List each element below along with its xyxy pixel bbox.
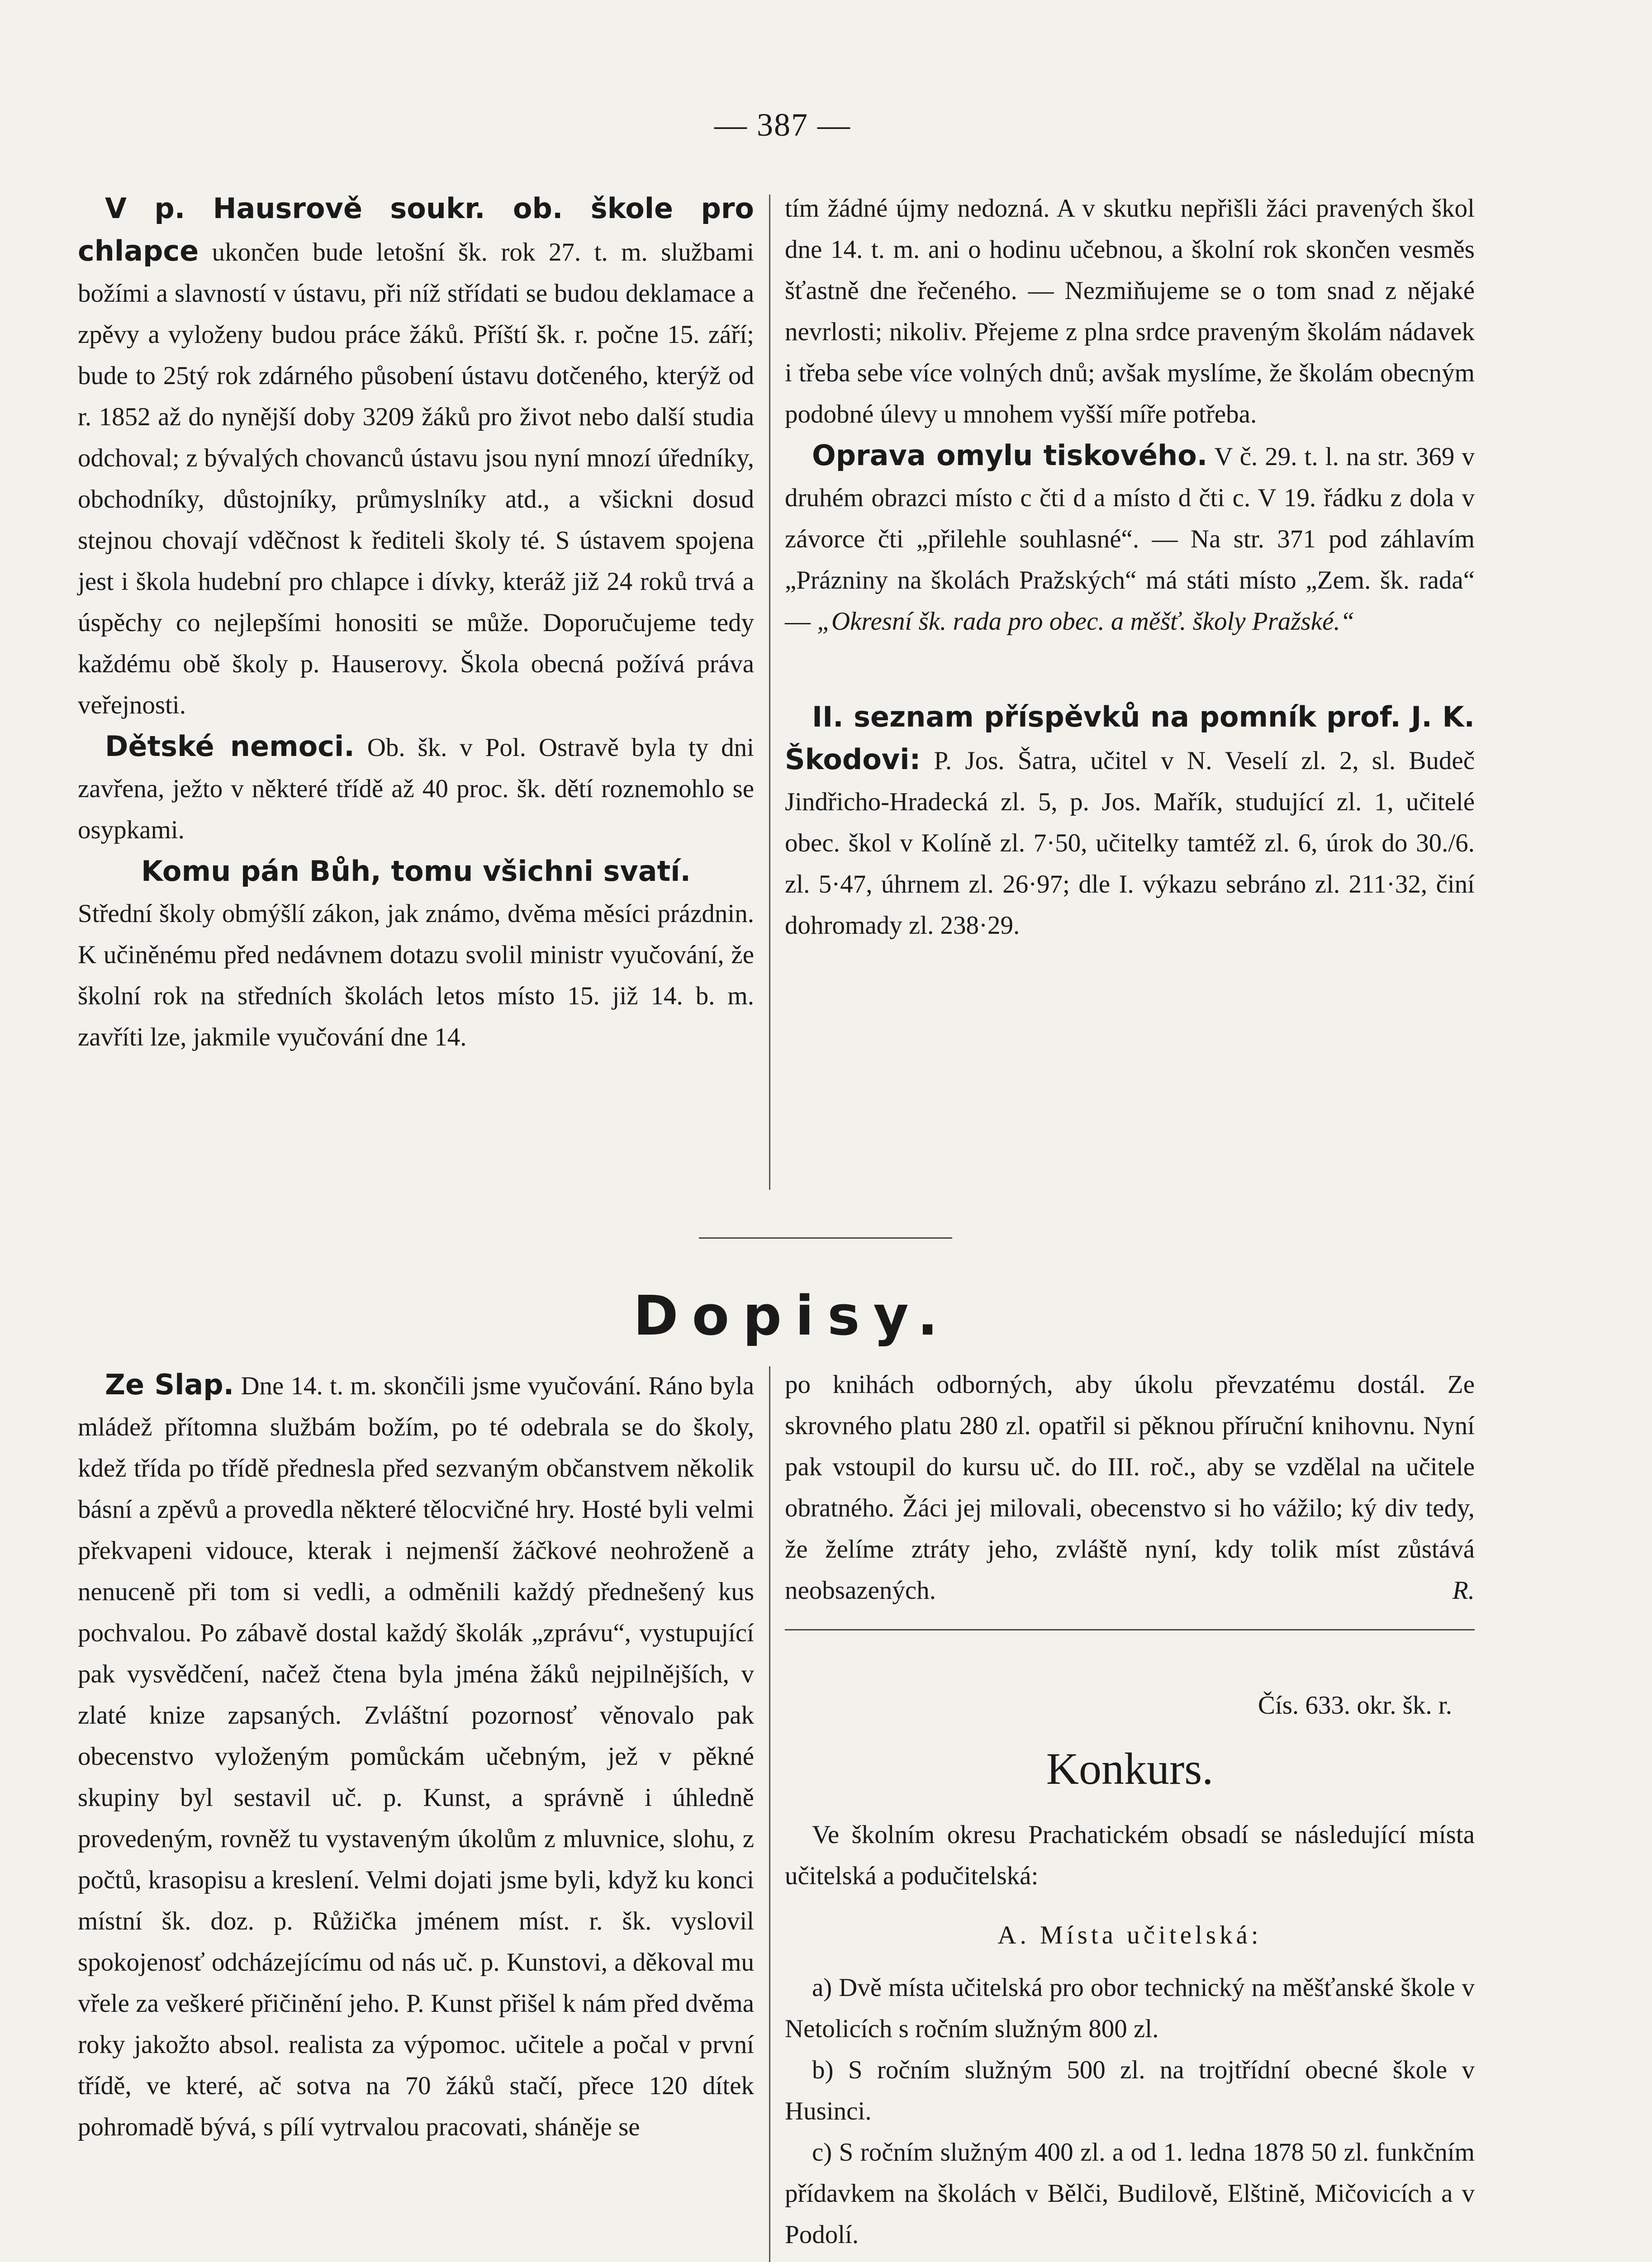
column-left-bottom xyxy=(78,1364,754,2148)
article-donations xyxy=(785,696,1475,946)
article-hausr-school xyxy=(78,188,754,726)
article-body: V č. 29. t. l. na str. 369 v druhém obrazci místo c čti d a místo d čti c. V 19. řádku z dola v závorce čti „přilehle souhlasné“. — Na str. 371 pod záhlavím „Prázniny na školách Pražských“ má státi místo „Zem. šk. rada“ — xyxy=(785,442,1475,636)
article-heading: Dětské nemoci. xyxy=(105,730,355,763)
column-right-bottom xyxy=(785,1364,1475,2255)
article-ze-slap xyxy=(78,1364,754,2148)
column-divider-bottom xyxy=(769,1366,770,2262)
article-body-saints: Střední školy obmýšlí zákon, jak známo, dvěma měsíci prázdnin. K učiněnému před nedávnem dotazu svolil ministr vyučování, že školní rok na středních školách letos místo 15. již 14. b. m. zavříti lze, jakmile vyučování dne 14. xyxy=(78,899,754,1051)
article-body: P. Jos. Šatra, učitel v N. Veselí zl. 2, sl. Budeč Jindřicho-Hradecká zl. 5, p. Jos. Mařík, studující zl. 1, učitelé obec. škol v Kolíně zl. 7·50, učitelky tamtéž zl. 6, úrok do 30./6. zl. 5·47, úhrnem zl. 26·97; dle I. výkazu sebráno zl. 211·32, činí dohromady zl. 238·29. xyxy=(785,746,1475,940)
column-left-top xyxy=(78,188,754,1058)
column-right-top xyxy=(785,188,1475,946)
article-heading: Oprava omylu tiskového. xyxy=(812,439,1208,472)
reference-number: Čís. 633. okr. šk. r. xyxy=(1258,1691,1452,1720)
page-number: — 387 — xyxy=(714,107,851,143)
column-divider-top xyxy=(769,195,770,1190)
konkurs-item-b: b) S ročním služným 500 zl. na trojtřídní obecné škole v Husinci. xyxy=(785,2056,1475,2125)
konkurs-title: Konkurs. xyxy=(1046,1744,1214,1794)
article-body: Dne 14. t. m. skončili jsme vyučování. Ráno byla mládež přítomna službám božím, po té odebrala se do školy, kdež třída po třídě přednesla před sezvaným občanstvem několik básní a zpěvů a provedla některé tělocvičné hry. Hosté byli velmi překvapeni vidouce, kterak i nejmenší žáčkové neohroženě a nenuceně při tom si vedli, a odměnili každý přednešený kus pochvalou. Po zábavě dostal každý školák „zprávu“, vystupující pak vysvědčení, načež čtena byla jména žáků nejpilnějších, v zlaté knize zapsaných. Zvláštní pozornosť věnovalo pak obecenstvo vyloženým pomůckám učebným, jež v pěkné skupiny byl sestavil uč. p. Kunst, a správně i úhledně provedeným, rovněž tu vystaveným úkolům z mluvnice, slohu, z počtů, krasopisu a kreslení. Velmi dojati jsme byli, když ku konci místní šk. doz. p. Růžička jménem míst. r. šk. vyslovil spokojenosť odcházejícímu od nás uč. p. Kunstovi, a děkoval mu vřele za veškeré přičinění jeho. P. Kunst přišel k nám před dvěma roky jakožto absol. realista za výpomoc. učitele a počal v první třídě, ve které, ač sotva na 70 žáků stačí, přece 120 dítek pohromadě bývá, s pílí vytrvalou pracovati, sháněje se xyxy=(78,1372,754,2141)
article-heading: V p. Hausrově soukr. ob. škole pro chlapce xyxy=(78,192,754,267)
article-body-continued: tím žádné újmy nedozná. A v skutku nepřišli žáci pravených škol dne 14. t. m. ani o hodinu učebnou, a školní rok skončen vesměs šťastně dne řečeného. — Nezmiňujeme se o tom snad z nějaké nevrlosti; nikoliv. Přejeme z plna srdce praveným školám nádavek i třeba sebe více volných dnů; avšak myslíme, že školám obecným podobné úlevy u mnohem vyšší míře potřeba. xyxy=(785,194,1475,428)
article-heading: Ze Slap. xyxy=(105,1368,234,1401)
konkurs-item-c: c) S ročním služným 400 zl. a od 1. ledna 1878 50 zl. funkčním přídavkem na školách v Bělči, Budilově, Elštině, Mičovicích a v Podolí. xyxy=(785,2138,1475,2249)
article-body: Ob. šk. v Pol. Ostravě byla ty dni zavřena, ježto v některé třídě až 40 proc. šk. dětí roznemohlo se osypkami. xyxy=(78,733,754,844)
article-signature: R. xyxy=(1452,1576,1475,1605)
article-errata xyxy=(785,435,1475,642)
section-title: Dopisy. xyxy=(633,1285,952,1348)
konkurs-item-a: a) Dvě místa učitelská pro obor technický na měšťanské škole v Netolicích s ročním služným 800 zl. xyxy=(785,1973,1475,2043)
section-separator xyxy=(699,1237,952,1239)
article-body-continued: po knihách odborných, aby úkolu převzatému dostál. Ze skrovného platu 280 zl. opatřil si pěknou příruční knihovnu. Nyní pak vstoupil do kursu uč. do III. roč., aby se vzdělal na učitele obratného. Žáci jej milovali, obecenstvo si ho vážilo; ký div tedy, že želíme ztráty jeho, zvláště nyní, kdy tolik míst zůstává neobsazených. R. xyxy=(785,1364,1475,1611)
article-childhood-diseases xyxy=(78,726,754,851)
article-body-italic: „Okresní šk. rada pro obec. a měšť. školy Pražské.“ xyxy=(817,607,1355,636)
article-heading-saints: Komu pán Bůh, tomu všichni svatí. xyxy=(141,855,691,888)
article-body: ukončen bude letošní šk. rok 27. t. m. službami božími a slavností v ústavu, při níž střídati se budou deklamace a zpěvy a vyloženy budou práce žáků. Příští šk. r. počne 15. září; bude to 25tý rok zdárného působení ústavu dotčeného, kterýž od r. 1852 až do nynější doby 3209 žáků pro život nebo další studia odchoval; z bývalých chovanců ústavu jsou nyní mnozí úředníky, obchodníky, důstojníky, průmyslníky atd., a všickni dosud stejnou chovají vděčnost k řediteli školy té. S ústavem spojena jest i škola hudební pro chlapce i dívky, kteráž již 24 roků trvá a úspěchy co nejlepšími honositi se může. Doporučujeme tedy každému obě školy p. Hauserovy. Škola obecná požívá práva veřejnosti. xyxy=(78,238,755,719)
konkurs-section-a: A. Místa učitelská: xyxy=(997,1921,1262,1949)
article-heading: II. seznam příspěvků na pomník prof. J. K. Škodovi: xyxy=(785,700,1475,776)
konkurs-intro: Ve školním okresu Prachatickém obsadí se následující místa učitelská a podučitelská: xyxy=(785,1820,1475,1890)
section-separator xyxy=(785,1629,1475,1630)
